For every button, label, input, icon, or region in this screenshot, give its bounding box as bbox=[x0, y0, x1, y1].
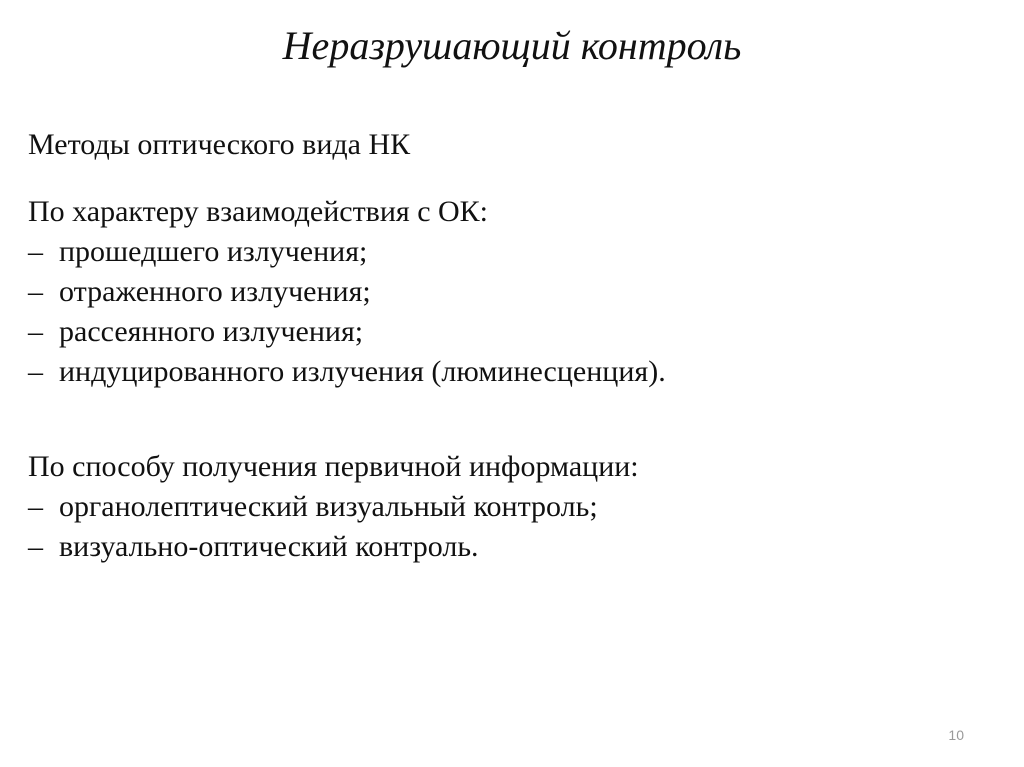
list-item bbox=[28, 352, 666, 392]
list-item bbox=[28, 232, 666, 272]
information-group-list bbox=[28, 487, 639, 567]
interaction-group-list bbox=[28, 232, 666, 392]
list-item-text: органолептический визуальный контроль; bbox=[59, 490, 598, 523]
list-item bbox=[28, 487, 639, 527]
dash-bullet-icon: – bbox=[28, 355, 43, 388]
dash-bullet-icon: – bbox=[28, 315, 43, 348]
list-item-text: прошедшего излучения; bbox=[59, 235, 368, 268]
dash-bullet-icon: – bbox=[28, 490, 43, 523]
list-item bbox=[28, 527, 639, 567]
slide-title: Неразрушающий контроль bbox=[282, 23, 742, 68]
list-item-text: индуцированного излучения (люминесценция). bbox=[59, 355, 666, 388]
information-group-heading: По способу получения первичной информации: bbox=[28, 450, 639, 483]
information-group bbox=[28, 447, 639, 567]
list-item bbox=[28, 312, 666, 352]
list-item-text: отраженного излучения; bbox=[59, 275, 371, 308]
slide-subtitle: Методы оптического вида НК bbox=[28, 128, 411, 161]
dash-bullet-icon: – bbox=[28, 275, 43, 308]
dash-bullet-icon: – bbox=[28, 235, 43, 268]
interaction-group bbox=[28, 192, 666, 392]
page-number: 10 bbox=[948, 727, 964, 743]
dash-bullet-icon: – bbox=[28, 530, 43, 563]
list-item-text: рассеянного излучения; bbox=[59, 315, 364, 348]
list-item-text: визуально-оптический контроль. bbox=[59, 530, 479, 563]
list-item bbox=[28, 272, 666, 312]
interaction-group-heading: По характеру взаимодействия с ОК: bbox=[28, 195, 489, 228]
